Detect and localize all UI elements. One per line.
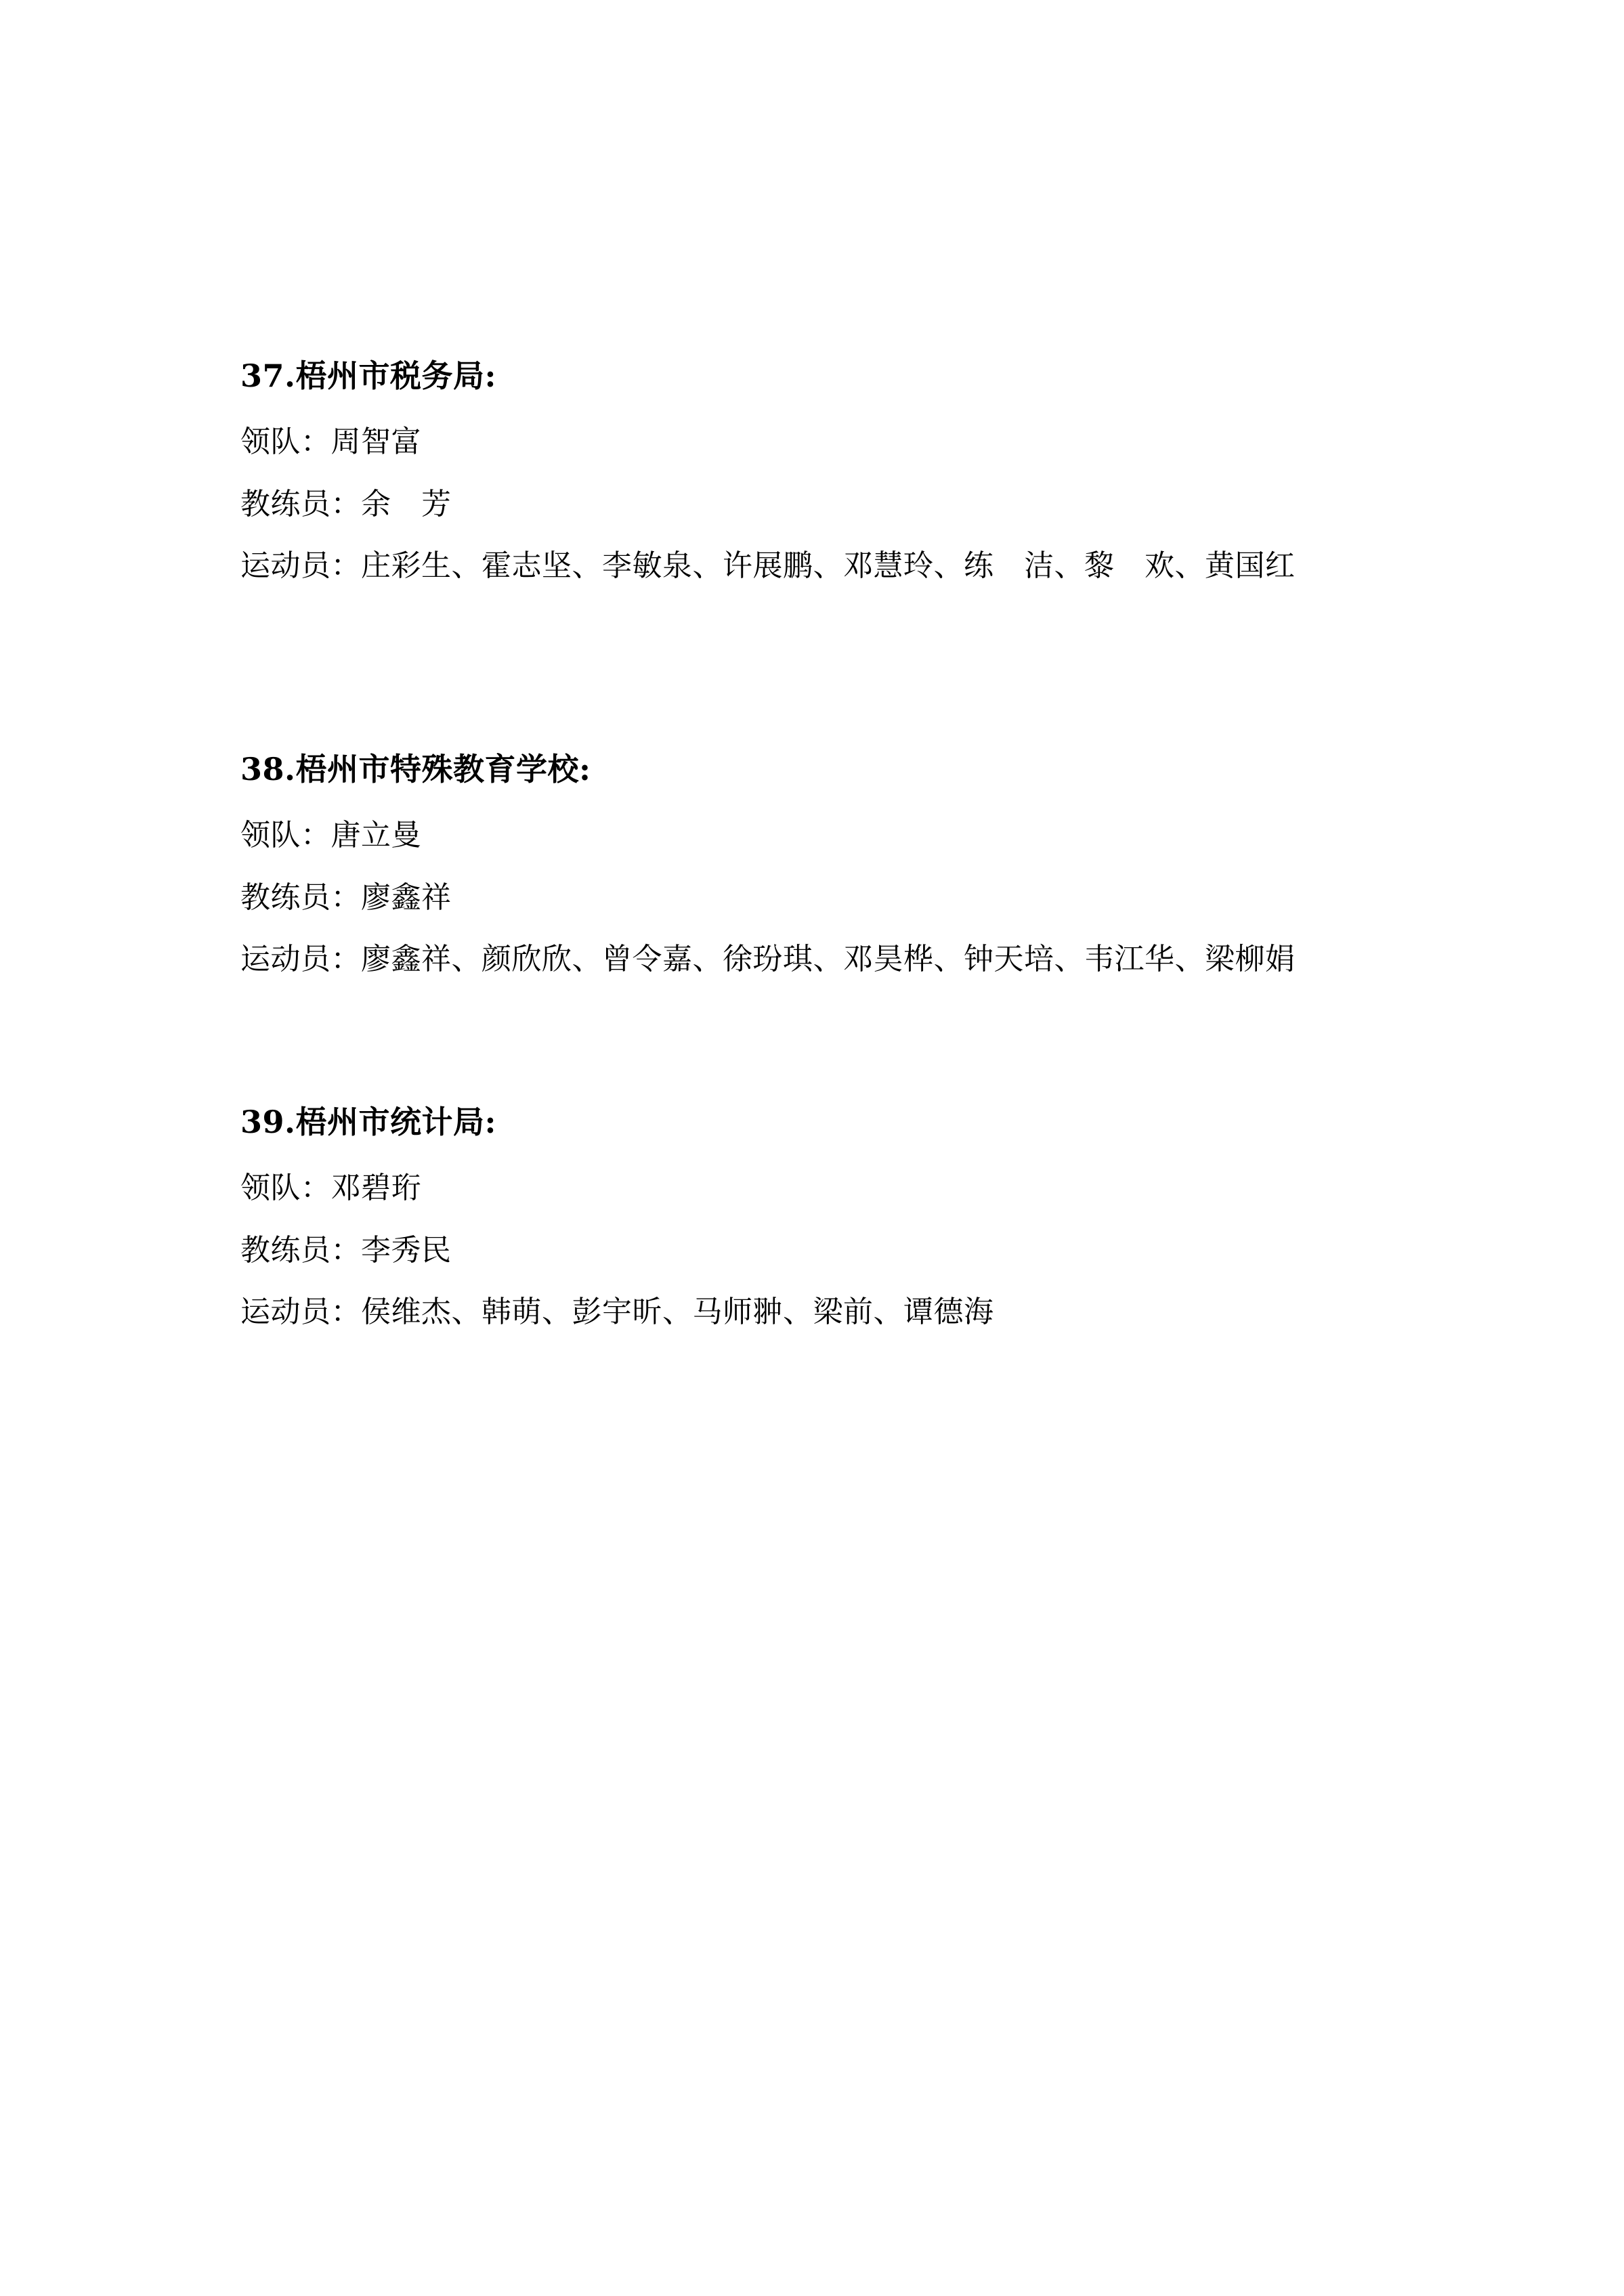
coach-line: [240, 873, 1392, 922]
section-gap: [240, 997, 1392, 1098]
leader-line: [240, 1164, 1392, 1212]
document-body: [240, 352, 1392, 1349]
leader-value: 周智富: [330, 425, 421, 460]
athletes-label: 运动员：: [240, 548, 361, 583]
coach-value: 余 芳: [361, 486, 452, 521]
coach-label: 教练员：: [240, 486, 361, 521]
coach-label: 教练员：: [240, 1232, 361, 1268]
athletes-line: [240, 1288, 1392, 1336]
section-gap: [240, 603, 1392, 745]
leader-label: 领队：: [240, 425, 331, 460]
coach-value: 李秀民: [361, 1232, 452, 1268]
leader-label: 领队：: [240, 818, 331, 853]
section-title: 37.梧州市税务局:: [240, 358, 497, 394]
coach-label: 教练员：: [240, 880, 361, 915]
athletes-line: [240, 542, 1392, 590]
coach-line: [240, 480, 1392, 528]
athletes-value: 侯维杰、韩萌、彭宇昕、马师翀、梁前、谭德海: [361, 1295, 994, 1330]
section-38: [240, 745, 1392, 983]
athletes-line: [240, 935, 1392, 983]
coach-value: 廖鑫祥: [361, 880, 452, 915]
leader-line: [240, 811, 1392, 859]
leader-value: 唐立曼: [330, 818, 421, 853]
section-39: [240, 1098, 1392, 1336]
leader-line: [240, 418, 1392, 466]
athletes-value: 廖鑫祥、颜欣欣、曾令嘉、徐玢琪、邓昊桦、钟天培、韦江华、梁柳娟: [361, 941, 1296, 976]
section-title: 38.梧州市特殊教育学校:: [240, 751, 591, 788]
leader-label: 领队：: [240, 1171, 331, 1206]
leader-value: 邓碧珩: [330, 1171, 421, 1206]
athletes-value: 庄彩生、霍志坚、李敏泉、许展鹏、邓慧玲、练 洁、黎 欢、黄国红: [361, 548, 1296, 583]
section-37: [240, 352, 1392, 590]
athletes-label: 运动员：: [240, 941, 361, 976]
section-title: 39.梧州市统计局:: [240, 1104, 497, 1141]
coach-line: [240, 1226, 1392, 1274]
athletes-label: 运动员：: [240, 1295, 361, 1330]
